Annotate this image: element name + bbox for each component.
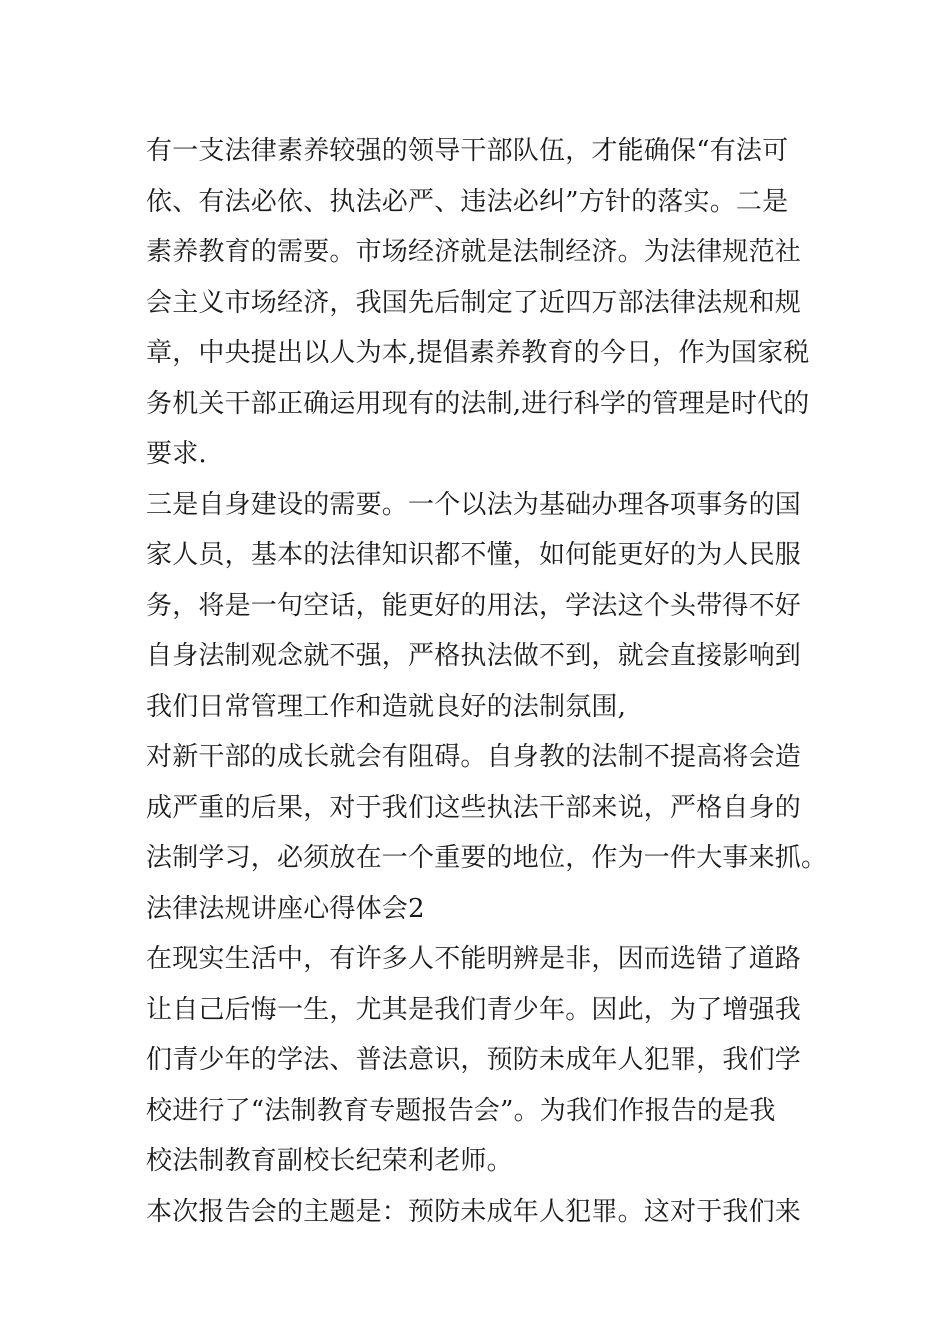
- section-heading: 法律法规讲座心得体会2: [146, 893, 425, 924]
- document-body: [146, 126, 826, 1237]
- text-line: 要求.: [146, 439, 207, 469]
- text-line: 家人员，基本的法律知识都不懂，如何能更好的为人民服: [146, 540, 802, 570]
- text-line: 校法制教育副校长纪荣利老师。: [146, 1146, 513, 1176]
- text-line: 们青少年的学法、普法意识，预防未成年人犯罪，我们学: [146, 1045, 802, 1075]
- text-line: 依、有法必依、执法必严、违法必纠”方针的落实。二是: [146, 186, 789, 217]
- text-line: 务，将是一句空话，能更好的用法，学法这个头带得不好: [146, 590, 802, 621]
- text-line: 让自己后悔一生，尤其是我们青少年。因此，为了增强我: [146, 994, 802, 1025]
- text-line: 章，中央提出以人为本,提倡素养教育的今日，作为国家税: [146, 338, 810, 368]
- text-line: 本次报告会的主题是：预防未成年人犯罪。这对于我们来: [146, 1196, 802, 1227]
- text-line: 有一支法律素养较强的领导干部队伍，才能确保“有法可: [146, 136, 789, 166]
- text-line: 自身法制观念就不强，严格执法做不到，就会直接影响到: [146, 641, 802, 671]
- text-line: 校进行了“法制教育专题报告会”。为我们作报告的是我: [146, 1095, 776, 1126]
- text-line: 我们日常管理工作和造就良好的法制氛围,: [146, 691, 627, 722]
- text-line: 法制学习，必须放在一个重要的地位，作为一件大事来抓。: [146, 843, 828, 873]
- text-line: 素养教育的需要。市场经济就是法制经济。为法律规范社: [146, 237, 802, 267]
- text-line: 在现实生活中，有许多人不能明辨是非，因而选错了道路: [146, 944, 802, 974]
- text-line: 对新干部的成长就会有阻碍。自身教的法制不提高将会造: [146, 742, 802, 772]
- text-line: 务机关干部正确运用现有的法制,进行科学的管理是时代的: [146, 388, 810, 419]
- text-line: 成严重的后果，对于我们这些执法干部来说，严格自身的: [146, 792, 802, 823]
- text-line: 三是自身建设的需要。一个以法为基础办理各项事务的国: [146, 489, 802, 520]
- text-line: 会主义市场经济，我国先后制定了近四万部法律法规和规: [146, 287, 802, 318]
